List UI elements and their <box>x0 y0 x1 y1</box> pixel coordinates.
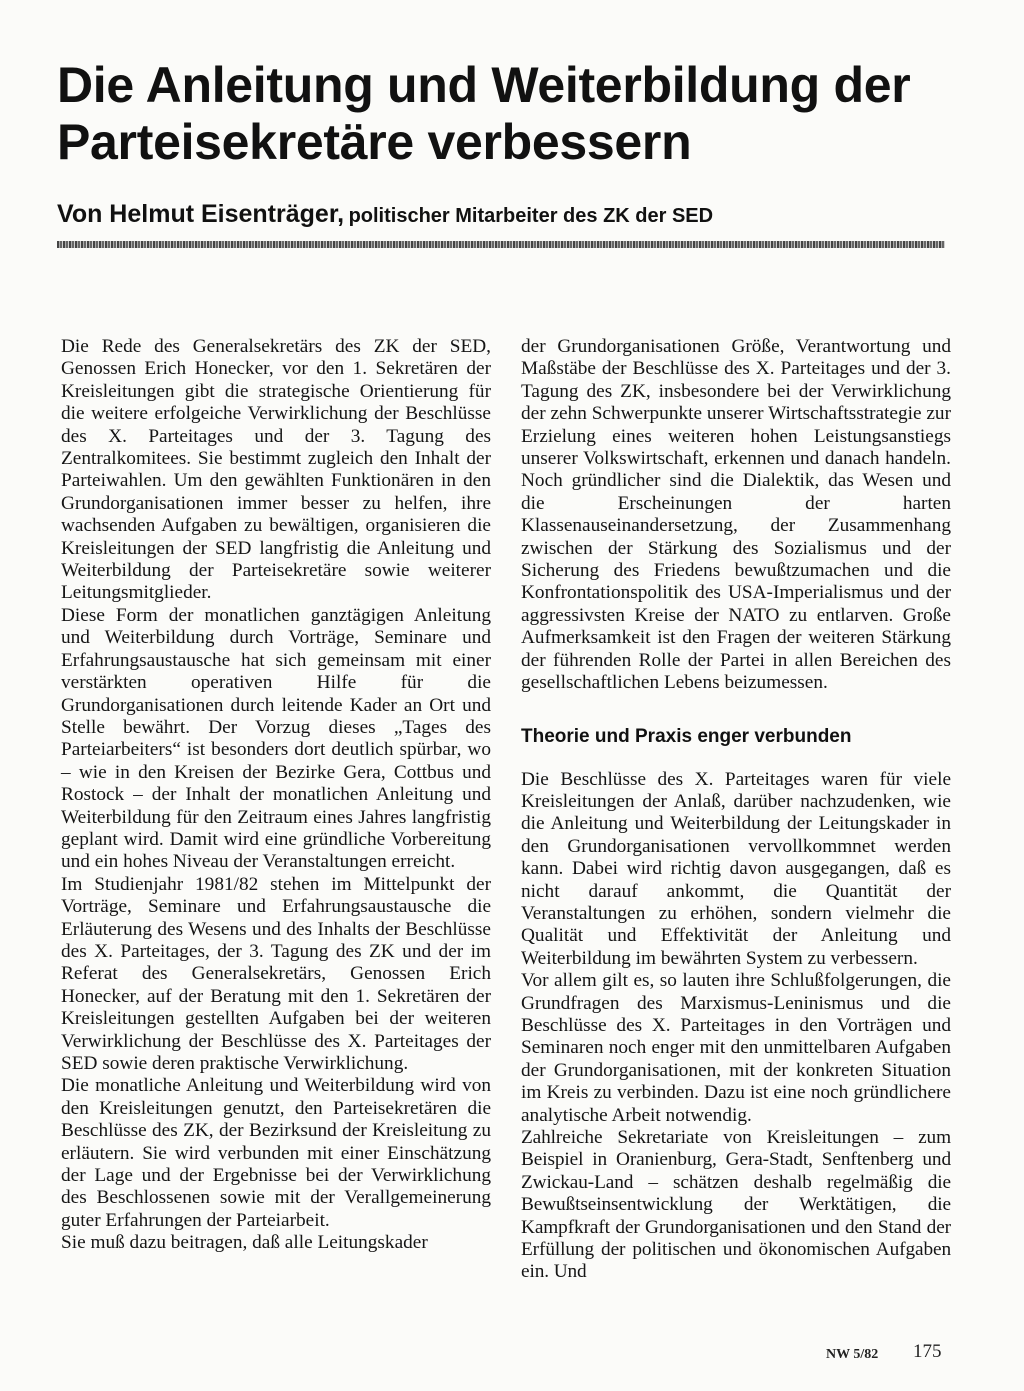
right-column <box>521 336 951 1284</box>
paragraph: Zahlreiche Sekretariate von Kreisleitungen – zum Beispiel in Oranienburg, Gera-Stadt, Senftenberg und Zwickau-Land – schätzen deshalb regelmäßig die Bewußtseinsentwicklung der Werktätigen, die Kampfkraft der Grundorganisationen und den Stand der Erfüllung der politischen und ökonomischen Aufgaben ein. Und <box>521 1127 951 1283</box>
byline-role: politischer Mitarbeiter des ZK der SED <box>348 205 714 227</box>
byline-author: Von Helmut Eisenträger, <box>57 200 345 228</box>
article-title: Die Anleitung und Weiterbildung der Parteisekretäre verbessern <box>57 57 911 170</box>
paragraph: Sie muß dazu beitragen, daß alle Leitungskader <box>61 1232 428 1254</box>
byline <box>57 200 987 229</box>
paragraph: Im Studienjahr 1981/82 stehen im Mittelpunkt der Vorträge, Seminare und Erfahrungsaustausche die Erläuterung des Wesens und des Inhalts der Beschlüsse des X. Parteitages, der 3. Tagung des ZK und der im Referat des Generalsekretärs, Genossen Erich Honecker, auf der Beratung mit den 1. Sekretären der Kreisleitungen gestellten Aufgaben bei der weiteren Verwirklichung der Beschlüsse des X. Parteitages der SED sowie deren praktische Verwirklichung. <box>61 873 491 1074</box>
issue-reference: NW 5/82 <box>826 1347 879 1362</box>
paragraph: Die Beschlüsse des X. Parteitages waren für viele Kreisleitungen der Anlaß, darüber nachzudenken, wie die Anleitung und Weiterbildung der Leitungskader in den Grundorganisationen vervollkommnet werden kann. Dabei wird richtig davon ausgegangen, daß es nicht darauf ankommt, die Quantität der Veranstaltungen zu erhöhen, sondern vielmehr die Qualität und Effektivität der Anleitung und Weiterbildung im bewährten System zu verbessern. <box>521 768 951 969</box>
paragraph: der Grundorganisationen Größe, Verantwortung und Maßstäbe der Beschlüsse des X. Parteitages und der 3. Tagung des ZK, insbesondere bei der Verwirklichung der zehn Schwerpunkte unserer Wirtschaftsstrategie zur Erzielung eines weiteren hohen Leistungsanstiegs unserer Volkswirtschaft, erkennen und danach handeln. Noch gründlicher sind die Dialektik, das Wesen und die Erscheinungen der harten Klassenauseinandersetzung, der Zusammenhang zwischen der Stärkung des Sozialismus und der Sicherung des Friedens bewußtzumachen und die Konfrontationspolitik des USA-Imperialismus und der aggressivsten Kreise der NATO zu entlarven. Große Aufmerksamkeit ist den Fragen der weiteren Stärkung der führenden Rolle der Partei in allen Bereichen des gesellschaftlichen Lebens beizumessen. <box>521 336 951 694</box>
page-number: 175 <box>913 1341 942 1362</box>
left-column <box>61 336 491 1255</box>
paragraph: Vor allem gilt es, so lauten ihre Schlußfolgerungen, die Grundfragen des Marxismus-Leninismus und die Beschlüsse des X. Parteitages in den Vorträgen und Seminaren noch enger mit den unmittelbaren Aufgaben der Grundorganisationen, mit der konkreten Situation im Kreis zu verbinden. Dazu ist eine noch gründlichere analytische Arbeit notwendig. <box>521 970 951 1126</box>
paragraph: Die Rede des Generalsekretärs des ZK der SED, Genossen Erich Honecker, vor den 1. Sekretären der Kreisleitungen gibt die strategische Orientierung für die weitere erfolgeiche Verwirklichung der Beschlüsse des X. Parteitages und der 3. Tagung des Zentralkomitees. Sie bestimmt zugleich den Inhalt der Parteiwahlen. Um den gewählten Funktionären in den Grundorganisationen immer besser zu helfen, ihre wachsenden Aufgaben zu bewältigen, organisieren die Kreisleitungen der SED langfristig die Anleitung und Weiterbildung der Parteisekretäre sowie weiterer Leitungsmitglieder. <box>61 336 491 604</box>
section-heading: Theorie und Praxis enger verbunden <box>521 725 852 747</box>
paragraph: Diese Form der monatlichen ganztägigen Anleitung und Weiterbildung durch Vorträge, Seminare und Erfahrungsaustausche hat sich gemeinsam mit einer verstärkten operativen Hilfe für die Grundorganisationen durch leitende Kader an Ort und Stelle bewährt. Der Vorzug dieses „Tages des Parteiarbeiters“ ist besonders dort deutlich spürbar, wo – wie in den Kreisen der Bezirke Gera, Cottbus und Rostock – der Inhalt der monatlichen Anleitung und Weiterbildung für den Zeitraum eines Jahres langfristig geplant wird. Damit wird eine gründliche Vorbereitung und ein hohes Niveau der Veranstaltungen erreicht. <box>61 604 491 873</box>
decorative-rule <box>57 241 945 248</box>
paragraph: Die monatliche Anleitung und Weiterbildung wird von den Kreisleitungen genutzt, den Parteisekretären die Beschlüsse des ZK, der Bezirksund der Kreisleitung zu erläutern. Sie wird verbunden mit einer Einschätzung der Lage und der Ergebnisse bei der Verwirklichung des Beschlossenen sowie mit der Verallgemeinerung guter Erfahrungen der Parteiarbeit. <box>61 1075 491 1231</box>
